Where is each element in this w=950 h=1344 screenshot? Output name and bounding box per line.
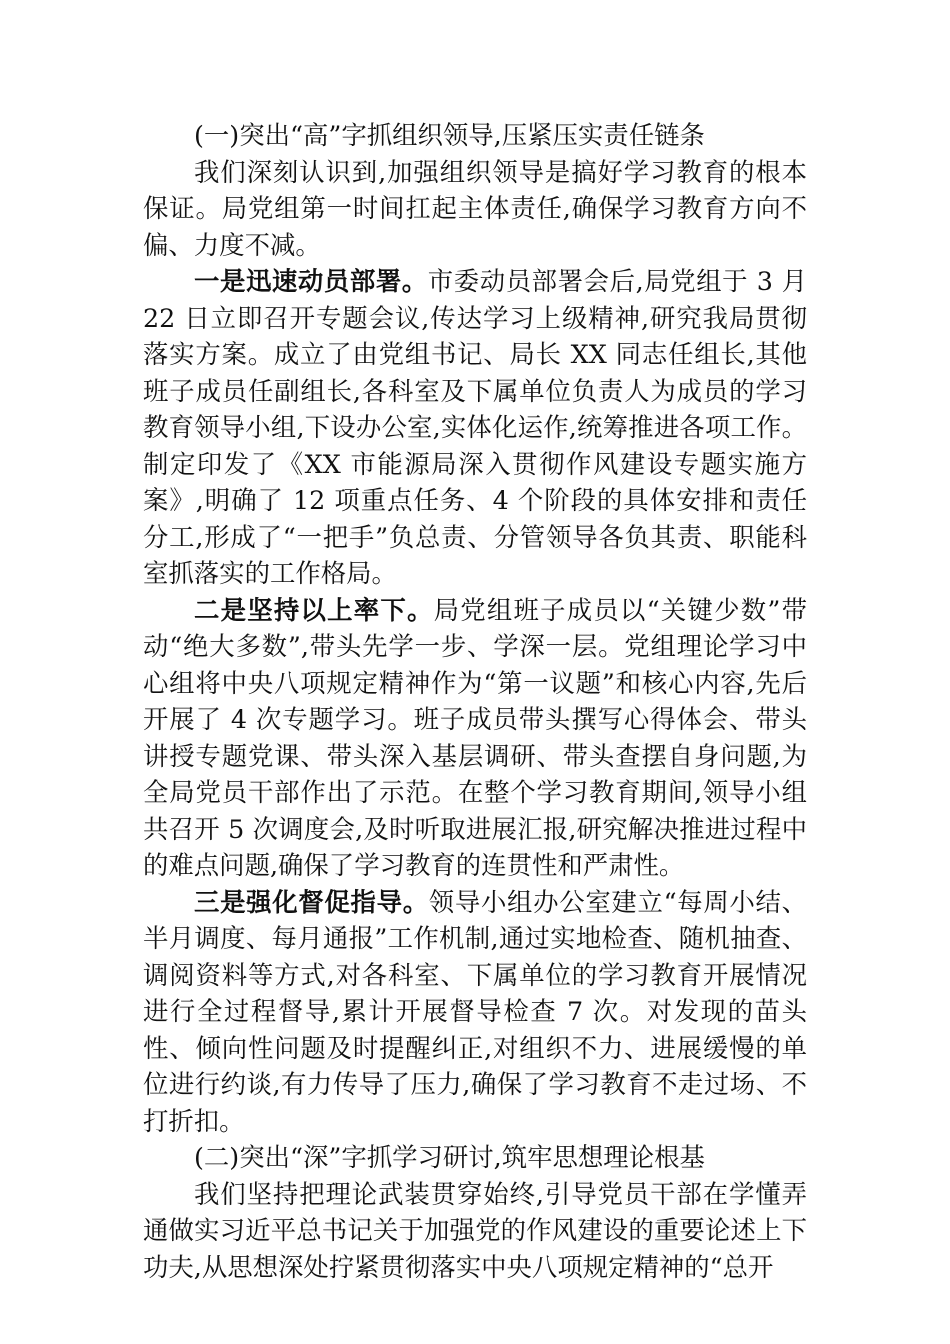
paragraph-lead-by-example-lead: 二是坚持以上率下。 [194,594,434,625]
paragraph-mobilize-text: 市委动员部署会后,局党组于 3 月 22 日立即召开专题会议,传达学习上级精神,研究我局贯彻落实方案。成立了由党组书记、局长 XX 同志任组长,其他班子成员任副组长,各科室及下属单位负责人为成员的学习教育领导小组,下设办公室,实体化运作,统筹推进各项工作。制定印发了《XX 市能源局深入贯彻作风建设专题实施方案》,明确了 12 项重点任务、4 个阶段的具体安排和责任分工,形成了“一把手”负总责、分管领导各负其责、职能科室抓落实的工作格局。 [143,266,807,588]
paragraph-intro-1-text: 我们深刻认识到,加强组织领导是搞好学习教育的根本保证。局党组第一时间扛起主体责任,确保学习教育方向不偏、力度不减。 [143,156,807,260]
paragraph-mobilize-lead: 一是迅速动员部署。 [194,266,428,296]
paragraph-supervision-text: 领导小组办公室建立“每周小结、半月调度、每月通报”工作机制,通过实地检查、随机抽查、调阅资料等方式,对各科室、下属单位的学习教育开展情况进行全过程督导,累计开展督导检查 7 次。对发现的苗头性、倾向性问题及时提醒纠正,对组织不力、进展缓慢的单位进行约谈,有力传导了压力,确保了学习教育不走过场、不打折扣。 [143,886,808,1136]
section-heading-1-text: (一)突出“高”字抓组织领导,压紧压实责任链条 [194,120,705,150]
section-heading-1 [143,117,807,154]
paragraph-supervision-lead: 三是强化督促指导。 [194,886,429,917]
paragraph-intro-2 [143,1176,807,1286]
section-heading-2 [143,1139,807,1176]
section-heading-2-text: (二)突出“深”字抓学习研讨,筑牢思想理论根基 [194,1142,705,1172]
paragraph-supervision [143,884,807,1140]
paragraph-intro-2-text: 我们坚持把理论武装贯穿始终,引导党员干部在学懂弄通做实习近平总书记关于加强党的作风建设的重要论述上下功夫,从思想深处拧紧贯彻落实中央八项规定精神的“总开 [143,1178,807,1282]
paragraph-intro-1 [143,154,807,264]
document-page [143,117,807,1285]
paragraph-lead-by-example-text: 局党组班子成员以“关键少数”带动“绝大多数”,带头先学一步、学深一层。党组理论学习中心组将中央八项规定精神作为“第一议题”和核心内容,先后开展了 4 次专题学习。班子成员带头撰写心得体会、带头讲授专题党课、带头深入基层调研、带头查摆自身问题,为全局党员干部作出了示范。在整个学习教育期间,领导小组共召开 5 次调度会,及时听取进展汇报,研究解决推进过程中的难点问题,确保了学习教育的连贯性和严肃性。 [143,594,808,880]
paragraph-mobilize [143,263,807,592]
paragraph-lead-by-example [143,592,807,884]
